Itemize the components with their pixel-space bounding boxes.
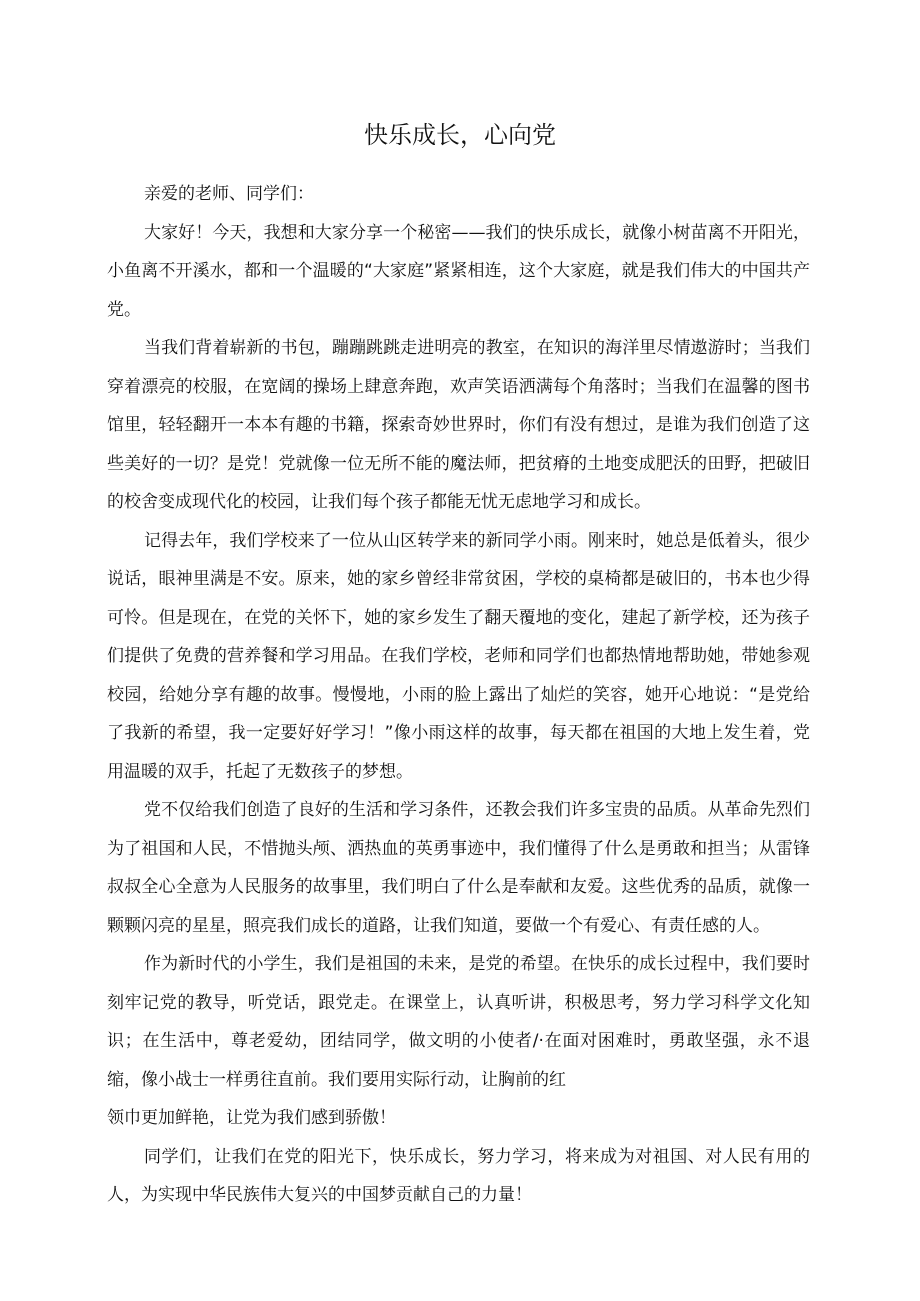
paragraph-xiaoyu-story: 记得去年，我们学校来了一位从山区转学来的新同学小雨。刚来时，她总是低着头，很少说话，眼神里满是不安。原来，她的家乡曾经非常贫困，学校的桌椅都是破旧的，书本也少得可怜。但是现在，在党的关怀下，她的家乡发生了翻天覆地的变化，建起了新学校，还为孩子们提供了免费的营养餐和学习用品。在我们学校，老师和同学们也都热情地帮助她，带她参观校园，给她分享有趣的故事。慢慢地，小雨的脸上露出了灿烂的笑容，她开心地说：“是党给了我新的希望，我一定要好好学习！”像小雨这样的故事，每天都在祖国的大地上发生着，党用温暖的双手，托起了无数孩子的梦想。 <box>107 530 810 782</box>
salutation: 亲爱的老师、同学们： <box>144 184 314 204</box>
paragraph-continuation: 领巾更加鲜艳，让党为我们感到骄傲！ <box>107 1108 396 1128</box>
paragraph-qualities: 党不仅给我们创造了良好的生活和学习条件，还教会我们许多宝贵的品质。从革命先烈们为了祖国和人民，不惜抛头颅、洒热血的英勇事迹中，我们懂得了什么是勇敢和担当；从雷锋叔叔全心全意为人民服务的故事里，我们明白了什么是奉献和友爱。这些优秀的品质，就像一颗颗闪亮的星星，照亮我们成长的道路，让我们知道，要做一个有爱心、有责任感的人。 <box>107 800 810 936</box>
paragraph-school-life: 当我们背着崭新的书包，蹦蹦跳跳走进明亮的教室，在知识的海洋里尽情遨游时；当我们穿着漂亮的校服，在宽阔的操场上肆意奔跑，欢声笑语洒满每个角落时；当我们在温馨的图书馆里，轻轻翻开一本本有趣的书籍，探索奇妙世界时，你们有没有想过，是谁为我们创造了这些美好的一切？是党！党就像一位无所不能的魔法师，把贫瘠的土地变成肥沃的田野，把破旧的校舍变成现代化的校园，让我们每个孩子都能无忧无虑地学习和成长。 <box>107 338 810 512</box>
paragraph-greeting: 大家好！今天，我想和大家分享一个秘密——我们的快乐成长，就像小树苗离不开阳光，小鱼离不开溪水，都和一个温暖的“大家庭”紧紧相连，这个大家庭，就是我们伟大的中国共产党。 <box>107 222 810 320</box>
page-title: 快乐成长，心向党 <box>364 121 556 149</box>
document-body <box>107 175 810 1215</box>
paragraph-new-era-students: 作为新时代的小学生，我们是祖国的未来，是党的希望。在快乐的成长过程中，我们要时刻牢记党的教导，听党话，跟党走。在课堂上，认真听讲，积极思考，努力学习科学文化知识；在生活中，尊老爱幼，团结同学，做文明的小使者/·在面对困难时，勇敢坚强，永不退缩，像小战士一样勇往直前。我们要用实际行动，让胸前的红 <box>107 954 810 1090</box>
paragraph-closing: 同学们，让我们在党的阳光下，快乐成长，努力学习，将来成为对祖国、对人民有用的人，为实现中华民族伟大复兴的中国梦贡献自己的力量！ <box>107 1146 810 1205</box>
